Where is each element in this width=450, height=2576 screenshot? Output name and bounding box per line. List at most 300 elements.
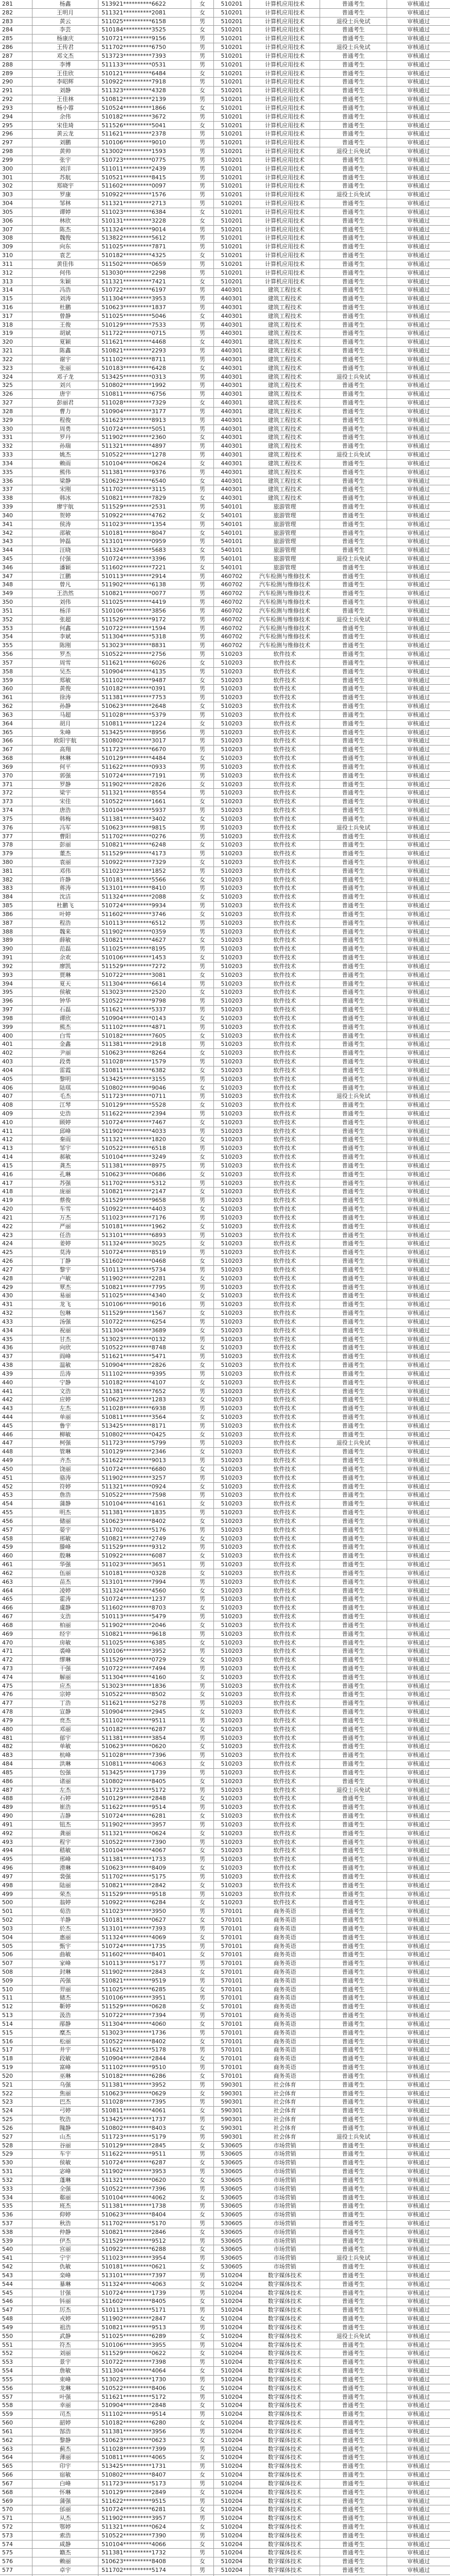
cell-gender: 女 bbox=[191, 217, 213, 225]
cell-name: 邓伟 bbox=[32, 867, 98, 875]
cell-major-code: 510203 bbox=[213, 1760, 249, 1768]
cell-name: 史浩 bbox=[32, 1110, 98, 1118]
cell-id-no: 510113**********2914 bbox=[98, 572, 191, 581]
cell-gender: 女 bbox=[191, 676, 213, 685]
cell-major-code: 510203 bbox=[213, 1361, 249, 1369]
cell-seq: 426 bbox=[2, 1258, 13, 1265]
table-row bbox=[0, 165, 450, 174]
cell-major-code: 510203 bbox=[213, 772, 249, 780]
cell-major-code: 510201 bbox=[213, 130, 249, 138]
cell-result: 审核通过 bbox=[387, 555, 450, 563]
cell-id-no: 510104**********3249 bbox=[98, 1153, 191, 1161]
cell-major: 软件技术 bbox=[249, 789, 320, 797]
cell-name: 许静 bbox=[32, 876, 98, 884]
table-row bbox=[0, 2090, 450, 2098]
table-row bbox=[0, 572, 450, 581]
cell-name: 唐浩 bbox=[32, 806, 98, 815]
cell-name: 苗杰 bbox=[32, 1578, 98, 1586]
cell-category: 普通考生 bbox=[320, 381, 387, 389]
cell-seq: 448 bbox=[2, 1448, 13, 1455]
cell-category: 普通考生 bbox=[320, 512, 387, 520]
cell-name: 岳涛 bbox=[32, 1370, 98, 1378]
cell-name: 鲁宇 bbox=[32, 1422, 98, 1430]
table-row bbox=[0, 2280, 450, 2289]
table-row bbox=[0, 2098, 450, 2107]
table-row bbox=[0, 2055, 450, 2063]
cell-id-no: 510722**********1594 bbox=[98, 624, 191, 633]
cell-major: 计算机应用技术 bbox=[249, 278, 320, 286]
cell-result: 审核通过 bbox=[387, 1665, 450, 1673]
cell-major-code: 460702 bbox=[213, 589, 249, 598]
cell-category: 普通考生 bbox=[320, 737, 387, 745]
cell-name: 邱峰 bbox=[32, 1127, 98, 1136]
cell-category: 普通考生 bbox=[320, 2107, 387, 2115]
cell-major: 软件技术 bbox=[249, 1838, 320, 1846]
cell-gender: 男 bbox=[191, 503, 213, 511]
cell-major: 软件技术 bbox=[249, 1587, 320, 1595]
cell-category: 普通考生 bbox=[320, 2514, 387, 2522]
cell-major-code: 510203 bbox=[213, 1396, 249, 1404]
cell-result: 审核通过 bbox=[387, 347, 450, 355]
cell-seq: 341 bbox=[2, 520, 13, 528]
cell-result: 审核通过 bbox=[387, 1101, 450, 1109]
table-row bbox=[0, 503, 450, 512]
cell-category: 普通考生 bbox=[320, 9, 387, 17]
cell-major-code: 510201 bbox=[213, 61, 249, 69]
cell-result: 审核通过 bbox=[387, 1370, 450, 1378]
cell-name: 虞静 bbox=[32, 1604, 98, 1612]
cell-name: 甘强 bbox=[32, 2289, 98, 2297]
cell-result: 审核通过 bbox=[387, 962, 450, 971]
cell-category: 普通考生 bbox=[320, 269, 387, 277]
cell-category: 普通考生 bbox=[320, 1882, 387, 1890]
cell-result: 审核通过 bbox=[387, 1604, 450, 1612]
cell-category: 普通考生 bbox=[320, 1335, 387, 1344]
cell-major-code: 510203 bbox=[213, 659, 249, 667]
cell-category: 普通考生 bbox=[320, 1725, 387, 1734]
cell-gender: 女 bbox=[191, 1309, 213, 1317]
table-row bbox=[0, 2393, 450, 2402]
table-row bbox=[0, 243, 450, 251]
cell-major-code: 510201 bbox=[213, 217, 249, 225]
cell-gender: 女 bbox=[191, 1344, 213, 1352]
cell-major: 商务英语 bbox=[249, 1907, 320, 1916]
cell-major: 软件技术 bbox=[249, 928, 320, 936]
cell-result: 审核通过 bbox=[387, 564, 450, 572]
cell-major: 软件技术 bbox=[249, 1196, 320, 1205]
table-row bbox=[0, 2003, 450, 2011]
cell-gender: 男 bbox=[191, 2167, 213, 2176]
cell-name: 山杰 bbox=[32, 2133, 98, 2141]
cell-id-no: 511324**********9014 bbox=[98, 226, 191, 234]
cell-result: 审核通过 bbox=[387, 2107, 450, 2115]
cell-category: 普通考生 bbox=[320, 1483, 387, 1491]
cell-gender: 女 bbox=[191, 2020, 213, 2028]
cell-name: 段勇 bbox=[32, 1058, 98, 1066]
cell-major: 计算机应用技术 bbox=[249, 165, 320, 173]
cell-major-code: 510204 bbox=[213, 2306, 249, 2314]
cell-category: 普通考生 bbox=[320, 1846, 387, 1855]
cell-category: 普通考生 bbox=[320, 1023, 387, 1031]
cell-seq: 402 bbox=[2, 1049, 13, 1057]
cell-seq: 506 bbox=[2, 1951, 13, 1958]
cell-seq: 474 bbox=[2, 1673, 13, 1681]
cell-name: 蓬琳 bbox=[32, 2176, 98, 2184]
table-row bbox=[0, 147, 450, 156]
table-row bbox=[0, 1352, 450, 1361]
cell-seq: 407 bbox=[2, 1093, 13, 1100]
cell-category: 普通考生 bbox=[320, 919, 387, 927]
table-row bbox=[0, 1647, 450, 1656]
cell-id-no: 510522**********7598 bbox=[98, 1491, 191, 1499]
cell-major-code: 510203 bbox=[213, 1673, 249, 1682]
cell-major: 数字媒体技术 bbox=[249, 2384, 320, 2393]
cell-seq: 530 bbox=[2, 2159, 13, 2166]
cell-result: 审核通过 bbox=[387, 1309, 450, 1317]
cell-gender: 男 bbox=[191, 1942, 213, 1951]
cell-id-no: 511321**********0624 bbox=[98, 2523, 191, 2531]
cell-id-no: 510521**********8415 bbox=[98, 174, 191, 182]
cell-category: 普通考生 bbox=[320, 633, 387, 641]
cell-result: 审核通过 bbox=[387, 1769, 450, 1777]
cell-major: 软件技术 bbox=[249, 1621, 320, 1630]
cell-seq: 346 bbox=[2, 564, 13, 571]
cell-seq: 333 bbox=[2, 451, 13, 459]
cell-major-code: 510201 bbox=[213, 35, 249, 43]
cell-major: 软件技术 bbox=[249, 659, 320, 667]
table-row bbox=[0, 1699, 450, 1708]
cell-gender: 男 bbox=[191, 1786, 213, 1794]
cell-result: 审核通过 bbox=[387, 1448, 450, 1456]
cell-major: 软件技术 bbox=[249, 1144, 320, 1153]
cell-category: 退役士兵免试 bbox=[320, 1439, 387, 1447]
cell-major: 软件技术 bbox=[249, 1882, 320, 1890]
cell-major-code: 510204 bbox=[213, 2401, 249, 2410]
cell-seq: 569 bbox=[2, 2497, 13, 2504]
cell-seq: 338 bbox=[2, 495, 13, 502]
cell-major-code: 540101 bbox=[213, 520, 249, 529]
table-row bbox=[0, 1682, 450, 1691]
cell-category: 普通考生 bbox=[320, 243, 387, 251]
cell-major: 软件技术 bbox=[249, 1639, 320, 1647]
cell-gender: 男 bbox=[191, 2098, 213, 2106]
cell-name: 符婷 bbox=[32, 1483, 98, 1491]
cell-id-no: 511321**********0624 bbox=[98, 1829, 191, 1838]
cell-gender: 男 bbox=[191, 1855, 213, 1863]
table-row bbox=[0, 2159, 450, 2167]
cell-major: 计算机应用技术 bbox=[249, 139, 320, 147]
cell-name: 彭丽 bbox=[32, 841, 98, 849]
cell-id-no: 510623**********0623 bbox=[98, 2436, 191, 2445]
cell-gender: 男 bbox=[191, 867, 213, 875]
cell-name: 陆琪 bbox=[32, 1084, 98, 1092]
cell-seq: 547 bbox=[2, 2307, 13, 2314]
cell-id-no: 510724**********6281 bbox=[98, 2505, 191, 2514]
cell-major: 旅游管理 bbox=[249, 537, 320, 546]
cell-gender: 男 bbox=[191, 1352, 213, 1361]
cell-result: 审核通过 bbox=[387, 798, 450, 806]
cell-result: 审核通过 bbox=[387, 1266, 450, 1274]
cell-id-no: 511723**********5172 bbox=[98, 1786, 191, 1794]
cell-result: 审核通过 bbox=[387, 1959, 450, 1968]
cell-major-code: 530605 bbox=[213, 2202, 249, 2210]
cell-major-code: 510203 bbox=[213, 1656, 249, 1664]
cell-name: 江鹏 bbox=[32, 572, 98, 581]
cell-major-code: 570101 bbox=[213, 1907, 249, 1916]
cell-major-code: 570101 bbox=[213, 2046, 249, 2054]
cell-id-no: 511902**********2046 bbox=[98, 1621, 191, 1630]
cell-seq: 438 bbox=[2, 1362, 13, 1369]
cell-major-code: 510203 bbox=[213, 1465, 249, 1473]
cell-gender: 男 bbox=[191, 2272, 213, 2280]
cell-seq: 440 bbox=[2, 1379, 13, 1386]
table-row bbox=[0, 2332, 450, 2341]
cell-name: 侯敏 bbox=[32, 2159, 98, 2167]
table-row bbox=[0, 2376, 450, 2384]
cell-major-code: 510201 bbox=[213, 243, 249, 251]
table-row bbox=[0, 303, 450, 312]
table-row bbox=[0, 373, 450, 382]
cell-major: 软件技术 bbox=[249, 693, 320, 702]
cell-result: 审核通过 bbox=[387, 720, 450, 728]
cell-major: 软件技术 bbox=[249, 997, 320, 1005]
cell-name: 宋刚 bbox=[32, 485, 98, 494]
cell-major-code: 570101 bbox=[213, 1959, 249, 1968]
cell-name: 薄丽 bbox=[32, 2453, 98, 2462]
table-row bbox=[0, 2306, 450, 2315]
cell-result: 审核通过 bbox=[387, 928, 450, 936]
cell-gender: 女 bbox=[191, 1604, 213, 1612]
cell-major-code: 510201 bbox=[213, 165, 249, 173]
cell-category: 普通考生 bbox=[320, 468, 387, 477]
cell-category: 普通考生 bbox=[320, 2315, 387, 2323]
cell-major: 软件技术 bbox=[249, 1014, 320, 1023]
cell-result: 审核通过 bbox=[387, 1925, 450, 1933]
cell-major-code: 530605 bbox=[213, 2245, 249, 2253]
cell-name: 罗静 bbox=[32, 781, 98, 789]
cell-gender: 男 bbox=[191, 243, 213, 251]
cell-major-code: 510203 bbox=[213, 1509, 249, 1517]
cell-major: 建筑工程技术 bbox=[249, 468, 320, 477]
cell-category: 普通考生 bbox=[320, 1951, 387, 1959]
cell-major-code: 510201 bbox=[213, 0, 249, 8]
table-row bbox=[0, 329, 450, 338]
cell-major-code: 510203 bbox=[213, 1690, 249, 1699]
table-row bbox=[0, 997, 450, 1006]
cell-major-code: 440301 bbox=[213, 494, 249, 502]
cell-major: 建筑工程技术 bbox=[249, 312, 320, 320]
cell-seq: 323 bbox=[2, 364, 13, 371]
cell-id-no: 510522**********1661 bbox=[98, 798, 191, 806]
cell-major: 软件技术 bbox=[249, 858, 320, 867]
cell-major-code: 510203 bbox=[213, 737, 249, 745]
cell-name: 余欢 bbox=[32, 954, 98, 962]
cell-seq: 455 bbox=[2, 1509, 13, 1516]
cell-id-no: 510724**********9934 bbox=[98, 902, 191, 910]
cell-major-code: 510203 bbox=[213, 1890, 249, 1899]
cell-major: 软件技术 bbox=[249, 1049, 320, 1057]
cell-name: 钮杰 bbox=[32, 1821, 98, 1829]
cell-major-code: 510203 bbox=[213, 954, 249, 962]
cell-id-no: 511622**********9515 bbox=[98, 2497, 191, 2505]
cell-name: 冯军 bbox=[32, 824, 98, 832]
cell-seq: 300 bbox=[2, 165, 13, 172]
cell-seq: 330 bbox=[2, 425, 13, 432]
table-row bbox=[0, 390, 450, 399]
cell-name: 邹林 bbox=[32, 199, 98, 208]
cell-result: 审核通过 bbox=[387, 1846, 450, 1855]
cell-id-no: 511028**********1579 bbox=[98, 1058, 191, 1066]
table-row bbox=[0, 1907, 450, 1916]
cell-major-code: 510203 bbox=[213, 833, 249, 841]
table-row bbox=[0, 182, 450, 191]
cell-name: 曲敏 bbox=[32, 1951, 98, 1959]
cell-name: 凌婷 bbox=[32, 1587, 98, 1595]
cell-id-no: 511028**********7395 bbox=[98, 2098, 191, 2106]
cell-major: 计算机应用技术 bbox=[249, 70, 320, 78]
cell-major: 软件技术 bbox=[249, 1890, 320, 1899]
cell-seq: 476 bbox=[2, 1691, 13, 1698]
cell-major-code: 510203 bbox=[213, 763, 249, 771]
cell-result: 审核通过 bbox=[387, 442, 450, 450]
table-row bbox=[0, 2107, 450, 2115]
cell-major-code: 530605 bbox=[213, 2150, 249, 2158]
cell-major-code: 510204 bbox=[213, 2280, 249, 2289]
cell-name: 焦丽 bbox=[32, 2090, 98, 2098]
cell-name: 宓峰 bbox=[32, 2167, 98, 2176]
cell-id-no: 510104**********5937 bbox=[98, 806, 191, 815]
cell-id-no: 511526**********5041 bbox=[98, 122, 191, 130]
cell-gender: 男 bbox=[191, 1959, 213, 1968]
cell-result: 审核通过 bbox=[387, 1040, 450, 1048]
cell-id-no: 510812**********2139 bbox=[98, 95, 191, 104]
cell-gender: 女 bbox=[191, 2142, 213, 2150]
table-row bbox=[0, 2081, 450, 2090]
cell-gender: 女 bbox=[191, 87, 213, 95]
table-row bbox=[0, 2228, 450, 2237]
cell-name: 饶丽 bbox=[32, 1465, 98, 1473]
cell-id-no: 510722**********6197 bbox=[98, 286, 191, 294]
cell-result: 审核通过 bbox=[387, 1327, 450, 1335]
cell-major-code: 440301 bbox=[213, 416, 249, 425]
cell-major-code: 510203 bbox=[213, 1846, 249, 1855]
cell-major: 数字媒体技术 bbox=[249, 2436, 320, 2445]
cell-gender: 男 bbox=[191, 1179, 213, 1188]
table-row bbox=[0, 1431, 450, 1439]
table-row bbox=[0, 936, 450, 945]
cell-major: 软件技术 bbox=[249, 1535, 320, 1543]
cell-seq: 416 bbox=[2, 1171, 13, 1178]
cell-gender: 男 bbox=[191, 824, 213, 832]
cell-major-code: 510203 bbox=[213, 1786, 249, 1794]
cell-major: 软件技术 bbox=[249, 1846, 320, 1855]
cell-gender: 男 bbox=[191, 980, 213, 988]
cell-name: 韩梅 bbox=[32, 815, 98, 823]
cell-category: 普通考生 bbox=[320, 1387, 387, 1396]
cell-category: 退役士兵免试 bbox=[320, 451, 387, 459]
table-row bbox=[0, 1300, 450, 1309]
cell-category: 普通考生 bbox=[320, 2038, 387, 2046]
cell-result: 审核通过 bbox=[387, 1699, 450, 1707]
table-row bbox=[0, 433, 450, 442]
cell-major-code: 510204 bbox=[213, 2549, 249, 2557]
cell-gender: 男 bbox=[191, 693, 213, 702]
cell-gender: 男 bbox=[191, 607, 213, 615]
cell-major: 软件技术 bbox=[249, 884, 320, 892]
cell-major-code: 510204 bbox=[213, 2324, 249, 2332]
cell-major: 计算机应用技术 bbox=[249, 61, 320, 69]
cell-category: 普通考生 bbox=[320, 2419, 387, 2427]
cell-name: 裴强 bbox=[32, 1873, 98, 1881]
cell-seq: 431 bbox=[2, 1301, 13, 1308]
cell-name: 黄帅 bbox=[32, 147, 98, 156]
cell-seq: 534 bbox=[2, 2194, 13, 2201]
cell-major-code: 570101 bbox=[213, 2038, 249, 2046]
table-row bbox=[0, 2289, 450, 2298]
cell-major-code: 570101 bbox=[213, 2003, 249, 2011]
cell-gender: 女 bbox=[191, 278, 213, 286]
cell-seq: 449 bbox=[2, 1457, 13, 1464]
cell-seq: 492 bbox=[2, 1829, 13, 1837]
cell-name: 干强 bbox=[32, 1665, 98, 1673]
cell-result: 审核通过 bbox=[387, 278, 450, 286]
cell-name: 黄云龙 bbox=[32, 130, 98, 138]
cell-seq: 359 bbox=[2, 676, 13, 684]
cell-major: 软件技术 bbox=[249, 1431, 320, 1439]
cell-category: 普通考生 bbox=[320, 1118, 387, 1127]
cell-id-no: 510129**********5528 bbox=[98, 1101, 191, 1109]
cell-major: 软件技术 bbox=[249, 1292, 320, 1300]
cell-id-no: 510522**********7390 bbox=[98, 1838, 191, 1846]
table-row bbox=[0, 1465, 450, 1474]
cell-major: 软件技术 bbox=[249, 1318, 320, 1326]
cell-id-no: 511023**********3950 bbox=[98, 1907, 191, 1916]
cell-seq: 514 bbox=[2, 2020, 13, 2027]
cell-major: 软件技术 bbox=[249, 1742, 320, 1751]
cell-major-code: 510203 bbox=[213, 1118, 249, 1127]
cell-major-code: 510204 bbox=[213, 2367, 249, 2375]
table-row bbox=[0, 512, 450, 520]
cell-major: 软件技术 bbox=[249, 1223, 320, 1231]
cell-id-no: 510821**********9513 bbox=[98, 2324, 191, 2332]
cell-category: 普通考生 bbox=[320, 355, 387, 364]
table-row bbox=[0, 364, 450, 373]
cell-category: 普通考生 bbox=[320, 1171, 387, 1179]
cell-name: 赖雨 bbox=[32, 460, 98, 468]
cell-id-no: 511023**********1354 bbox=[98, 520, 191, 529]
cell-result: 审核通过 bbox=[387, 1994, 450, 2002]
cell-result: 审核通过 bbox=[387, 494, 450, 502]
cell-seq: 467 bbox=[2, 1613, 13, 1620]
cell-major: 计算机应用技术 bbox=[249, 260, 320, 268]
cell-major: 市场营销 bbox=[249, 2142, 320, 2150]
cell-major-code: 510203 bbox=[213, 1812, 249, 1820]
cell-major: 商务英语 bbox=[249, 2072, 320, 2080]
cell-result: 审核通过 bbox=[387, 243, 450, 251]
cell-id-no: 511902**********2847 bbox=[98, 2315, 191, 2323]
cell-major: 软件技术 bbox=[249, 1829, 320, 1838]
cell-id-no: 510524**********1866 bbox=[98, 104, 191, 112]
table-row bbox=[0, 1509, 450, 1517]
cell-gender: 男 bbox=[191, 485, 213, 494]
cell-gender: 男 bbox=[191, 174, 213, 182]
cell-major: 数字媒体技术 bbox=[249, 2376, 320, 2384]
cell-category: 普通考生 bbox=[320, 2401, 387, 2410]
cell-result: 审核通过 bbox=[387, 2133, 450, 2141]
cell-gender: 男 bbox=[191, 416, 213, 425]
cell-major-code: 510203 bbox=[213, 824, 249, 832]
cell-result: 审核通过 bbox=[387, 936, 450, 944]
